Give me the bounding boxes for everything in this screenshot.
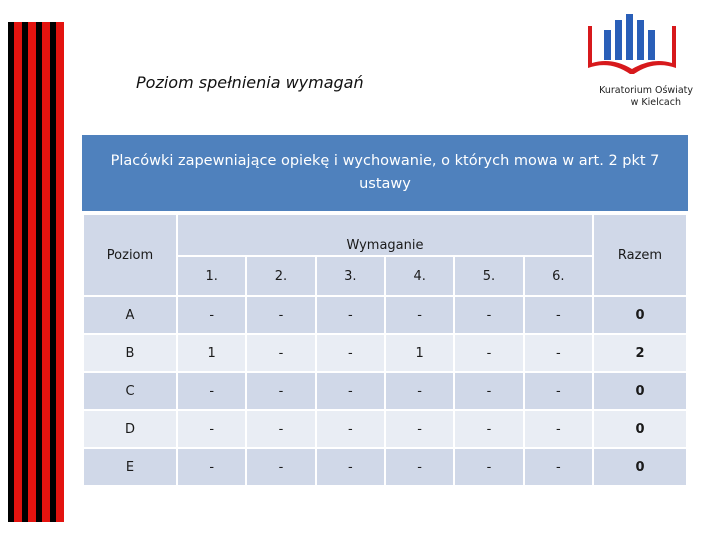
cell-value: 1 (177, 334, 246, 372)
header-level: Poziom (83, 214, 177, 296)
cell-value: - (246, 410, 315, 448)
cell-value: - (177, 372, 246, 410)
kuratorium-logo-icon (584, 12, 680, 82)
section-banner: Placówki zapewniające opiekę i wychowanie, o których mowa w art. 2 pkt 7 ustawy (82, 135, 688, 211)
cell-value: - (316, 410, 385, 448)
table-row (83, 296, 687, 334)
header-requirement: Wymaganie (177, 214, 593, 256)
logo-line-1: Kuratorium Oświaty (599, 85, 693, 96)
cell-value: - (385, 448, 454, 486)
requirements-table (82, 213, 688, 487)
cell-value: - (454, 372, 523, 410)
header-total: Razem (593, 214, 687, 296)
row-level: D (83, 410, 177, 448)
cell-value: - (246, 296, 315, 334)
cell-value: - (524, 410, 593, 448)
logo-caption (565, 85, 705, 109)
row-level: E (83, 448, 177, 486)
requirement-number: 6. (524, 256, 593, 296)
logo-line-2: w Kielcach (630, 97, 681, 108)
cell-value: - (177, 296, 246, 334)
cell-value: - (385, 410, 454, 448)
cell-value: - (524, 372, 593, 410)
cell-value: - (316, 372, 385, 410)
requirement-number: 2. (246, 256, 315, 296)
cell-value: - (246, 334, 315, 372)
decorative-stripes (8, 22, 64, 522)
row-total: 0 (593, 448, 687, 486)
row-total: 2 (593, 334, 687, 372)
cell-value: - (385, 372, 454, 410)
table-row (83, 334, 687, 372)
table-row (83, 372, 687, 410)
row-total: 0 (593, 296, 687, 334)
cell-value: - (177, 410, 246, 448)
cell-value: - (454, 448, 523, 486)
cell-value: - (385, 296, 454, 334)
cell-value: - (246, 448, 315, 486)
row-total: 0 (593, 410, 687, 448)
cell-value: - (454, 410, 523, 448)
requirement-number: 3. (316, 256, 385, 296)
cell-value: - (524, 296, 593, 334)
table-row (83, 448, 687, 486)
table-row (83, 410, 687, 448)
cell-value: - (316, 334, 385, 372)
row-level: A (83, 296, 177, 334)
cell-value: - (177, 448, 246, 486)
cell-value: - (524, 334, 593, 372)
slide-title: Poziom spełnienia wymagań (136, 73, 364, 92)
row-total: 0 (593, 372, 687, 410)
requirement-number: 4. (385, 256, 454, 296)
requirement-number: 5. (454, 256, 523, 296)
cell-value: - (316, 296, 385, 334)
cell-value: - (316, 448, 385, 486)
cell-value: 1 (385, 334, 454, 372)
requirement-number: 1. (177, 256, 246, 296)
row-level: B (83, 334, 177, 372)
row-level: C (83, 372, 177, 410)
cell-value: - (246, 372, 315, 410)
cell-value: - (454, 296, 523, 334)
cell-value: - (524, 448, 593, 486)
cell-value: - (454, 334, 523, 372)
